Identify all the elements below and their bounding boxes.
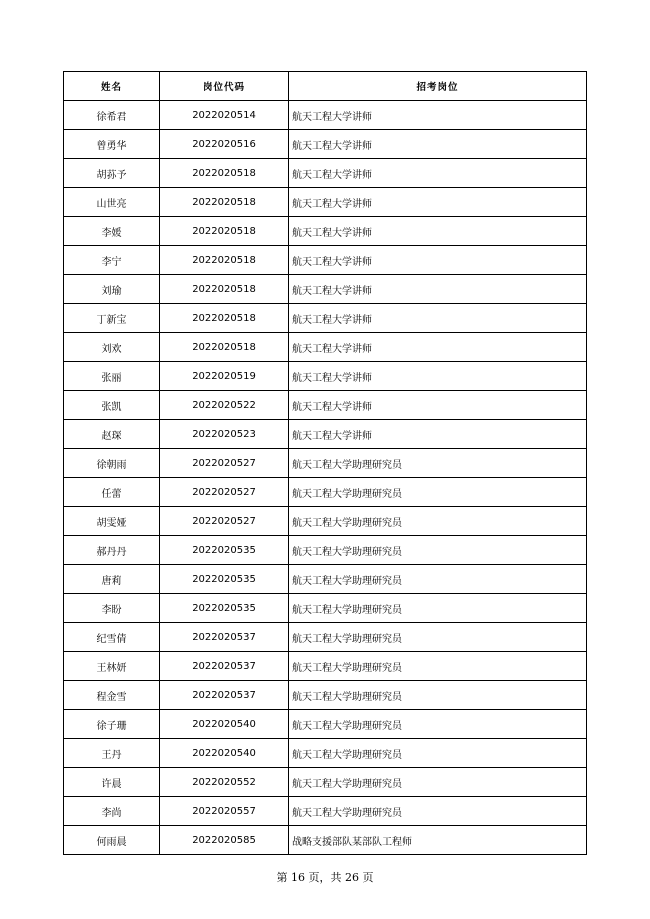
cell-position: 航天工程大学讲师	[289, 130, 587, 159]
table-row	[64, 623, 587, 652]
table-header-row	[64, 72, 587, 101]
page-number: 第 16 页，共 26 页	[276, 871, 374, 884]
header-position-code: 岗位代码	[160, 72, 289, 101]
cell-name: 何雨晨	[64, 826, 160, 855]
cell-position-code: 2022020519	[160, 362, 289, 391]
cell-position-code: 2022020537	[160, 681, 289, 710]
cell-name: 曾勇华	[64, 130, 160, 159]
cell-position: 航天工程大学助理研究员	[289, 623, 587, 652]
cell-position: 航天工程大学讲师	[289, 101, 587, 130]
cell-name: 山世亮	[64, 188, 160, 217]
cell-position: 航天工程大学讲师	[289, 188, 587, 217]
cell-position: 航天工程大学助理研究员	[289, 507, 587, 536]
table-row	[64, 217, 587, 246]
table-row	[64, 797, 587, 826]
table-body	[64, 101, 587, 855]
cell-position: 航天工程大学助理研究员	[289, 681, 587, 710]
cell-name: 程金雪	[64, 681, 160, 710]
table-row	[64, 362, 587, 391]
cell-name: 唐莉	[64, 565, 160, 594]
table-row	[64, 710, 587, 739]
cell-name: 任蕾	[64, 478, 160, 507]
cell-name: 赵琛	[64, 420, 160, 449]
cell-position: 航天工程大学助理研究员	[289, 710, 587, 739]
table-row	[64, 768, 587, 797]
cell-name: 徐朝雨	[64, 449, 160, 478]
table-row	[64, 681, 587, 710]
table-row	[64, 826, 587, 855]
cell-position-code: 2022020537	[160, 652, 289, 681]
cell-name: 徐子珊	[64, 710, 160, 739]
cell-name: 胡荪予	[64, 159, 160, 188]
table-row	[64, 188, 587, 217]
cell-position-code: 2022020535	[160, 536, 289, 565]
table-row	[64, 391, 587, 420]
cell-position-code: 2022020540	[160, 739, 289, 768]
cell-position-code: 2022020518	[160, 304, 289, 333]
cell-name: 徐希君	[64, 101, 160, 130]
cell-position: 航天工程大学助理研究员	[289, 739, 587, 768]
cell-name: 张丽	[64, 362, 160, 391]
cell-position: 航天工程大学助理研究员	[289, 652, 587, 681]
table-row	[64, 449, 587, 478]
header-name: 姓名	[64, 72, 160, 101]
cell-name: 王丹	[64, 739, 160, 768]
cell-name: 李尚	[64, 797, 160, 826]
cell-position: 航天工程大学助理研究员	[289, 797, 587, 826]
table-row	[64, 652, 587, 681]
cell-position-code: 2022020540	[160, 710, 289, 739]
table-row	[64, 420, 587, 449]
table-row	[64, 507, 587, 536]
cell-position: 航天工程大学讲师	[289, 362, 587, 391]
cell-position: 航天工程大学助理研究员	[289, 768, 587, 797]
table-row	[64, 333, 587, 362]
cell-position: 航天工程大学讲师	[289, 217, 587, 246]
header-position: 招考岗位	[289, 72, 587, 101]
cell-position-code: 2022020516	[160, 130, 289, 159]
table-row	[64, 536, 587, 565]
cell-position-code: 2022020518	[160, 159, 289, 188]
cell-position: 航天工程大学讲师	[289, 420, 587, 449]
cell-position-code: 2022020518	[160, 217, 289, 246]
table-row	[64, 101, 587, 130]
cell-position-code: 2022020527	[160, 507, 289, 536]
cell-name: 李盼	[64, 594, 160, 623]
cell-position: 航天工程大学助理研究员	[289, 449, 587, 478]
table-row	[64, 246, 587, 275]
table-row	[64, 130, 587, 159]
table-row	[64, 159, 587, 188]
cell-position: 航天工程大学讲师	[289, 304, 587, 333]
cell-position: 航天工程大学讲师	[289, 246, 587, 275]
cell-name: 纪雪倩	[64, 623, 160, 652]
table-row	[64, 275, 587, 304]
cell-position-code: 2022020535	[160, 594, 289, 623]
cell-position-code: 2022020518	[160, 188, 289, 217]
cell-position-code: 2022020523	[160, 420, 289, 449]
cell-name: 许晨	[64, 768, 160, 797]
cell-position-code: 2022020527	[160, 478, 289, 507]
cell-position: 航天工程大学讲师	[289, 333, 587, 362]
cell-position-code: 2022020527	[160, 449, 289, 478]
table-row	[64, 739, 587, 768]
cell-name: 郝丹丹	[64, 536, 160, 565]
cell-position-code: 2022020514	[160, 101, 289, 130]
cell-position: 航天工程大学助理研究员	[289, 594, 587, 623]
table-row	[64, 594, 587, 623]
candidate-table	[63, 71, 587, 855]
cell-position-code: 2022020585	[160, 826, 289, 855]
cell-name: 王林妍	[64, 652, 160, 681]
cell-position-code: 2022020518	[160, 333, 289, 362]
table-row	[64, 478, 587, 507]
cell-position: 航天工程大学讲师	[289, 275, 587, 304]
cell-position: 战略支援部队某部队工程师	[289, 826, 587, 855]
cell-name: 丁新宝	[64, 304, 160, 333]
cell-position: 航天工程大学助理研究员	[289, 478, 587, 507]
cell-position-code: 2022020552	[160, 768, 289, 797]
cell-position: 航天工程大学助理研究员	[289, 536, 587, 565]
cell-name: 李宁	[64, 246, 160, 275]
table-row	[64, 565, 587, 594]
cell-name: 张凯	[64, 391, 160, 420]
cell-position: 航天工程大学讲师	[289, 391, 587, 420]
cell-name: 刘瑜	[64, 275, 160, 304]
cell-name: 李媛	[64, 217, 160, 246]
cell-position-code: 2022020518	[160, 275, 289, 304]
cell-name: 胡雯娅	[64, 507, 160, 536]
cell-position: 航天工程大学助理研究员	[289, 565, 587, 594]
cell-position-code: 2022020522	[160, 391, 289, 420]
cell-position-code: 2022020518	[160, 246, 289, 275]
cell-position-code: 2022020535	[160, 565, 289, 594]
cell-position: 航天工程大学讲师	[289, 159, 587, 188]
cell-position-code: 2022020537	[160, 623, 289, 652]
cell-position-code: 2022020557	[160, 797, 289, 826]
table-row	[64, 304, 587, 333]
cell-name: 刘欢	[64, 333, 160, 362]
